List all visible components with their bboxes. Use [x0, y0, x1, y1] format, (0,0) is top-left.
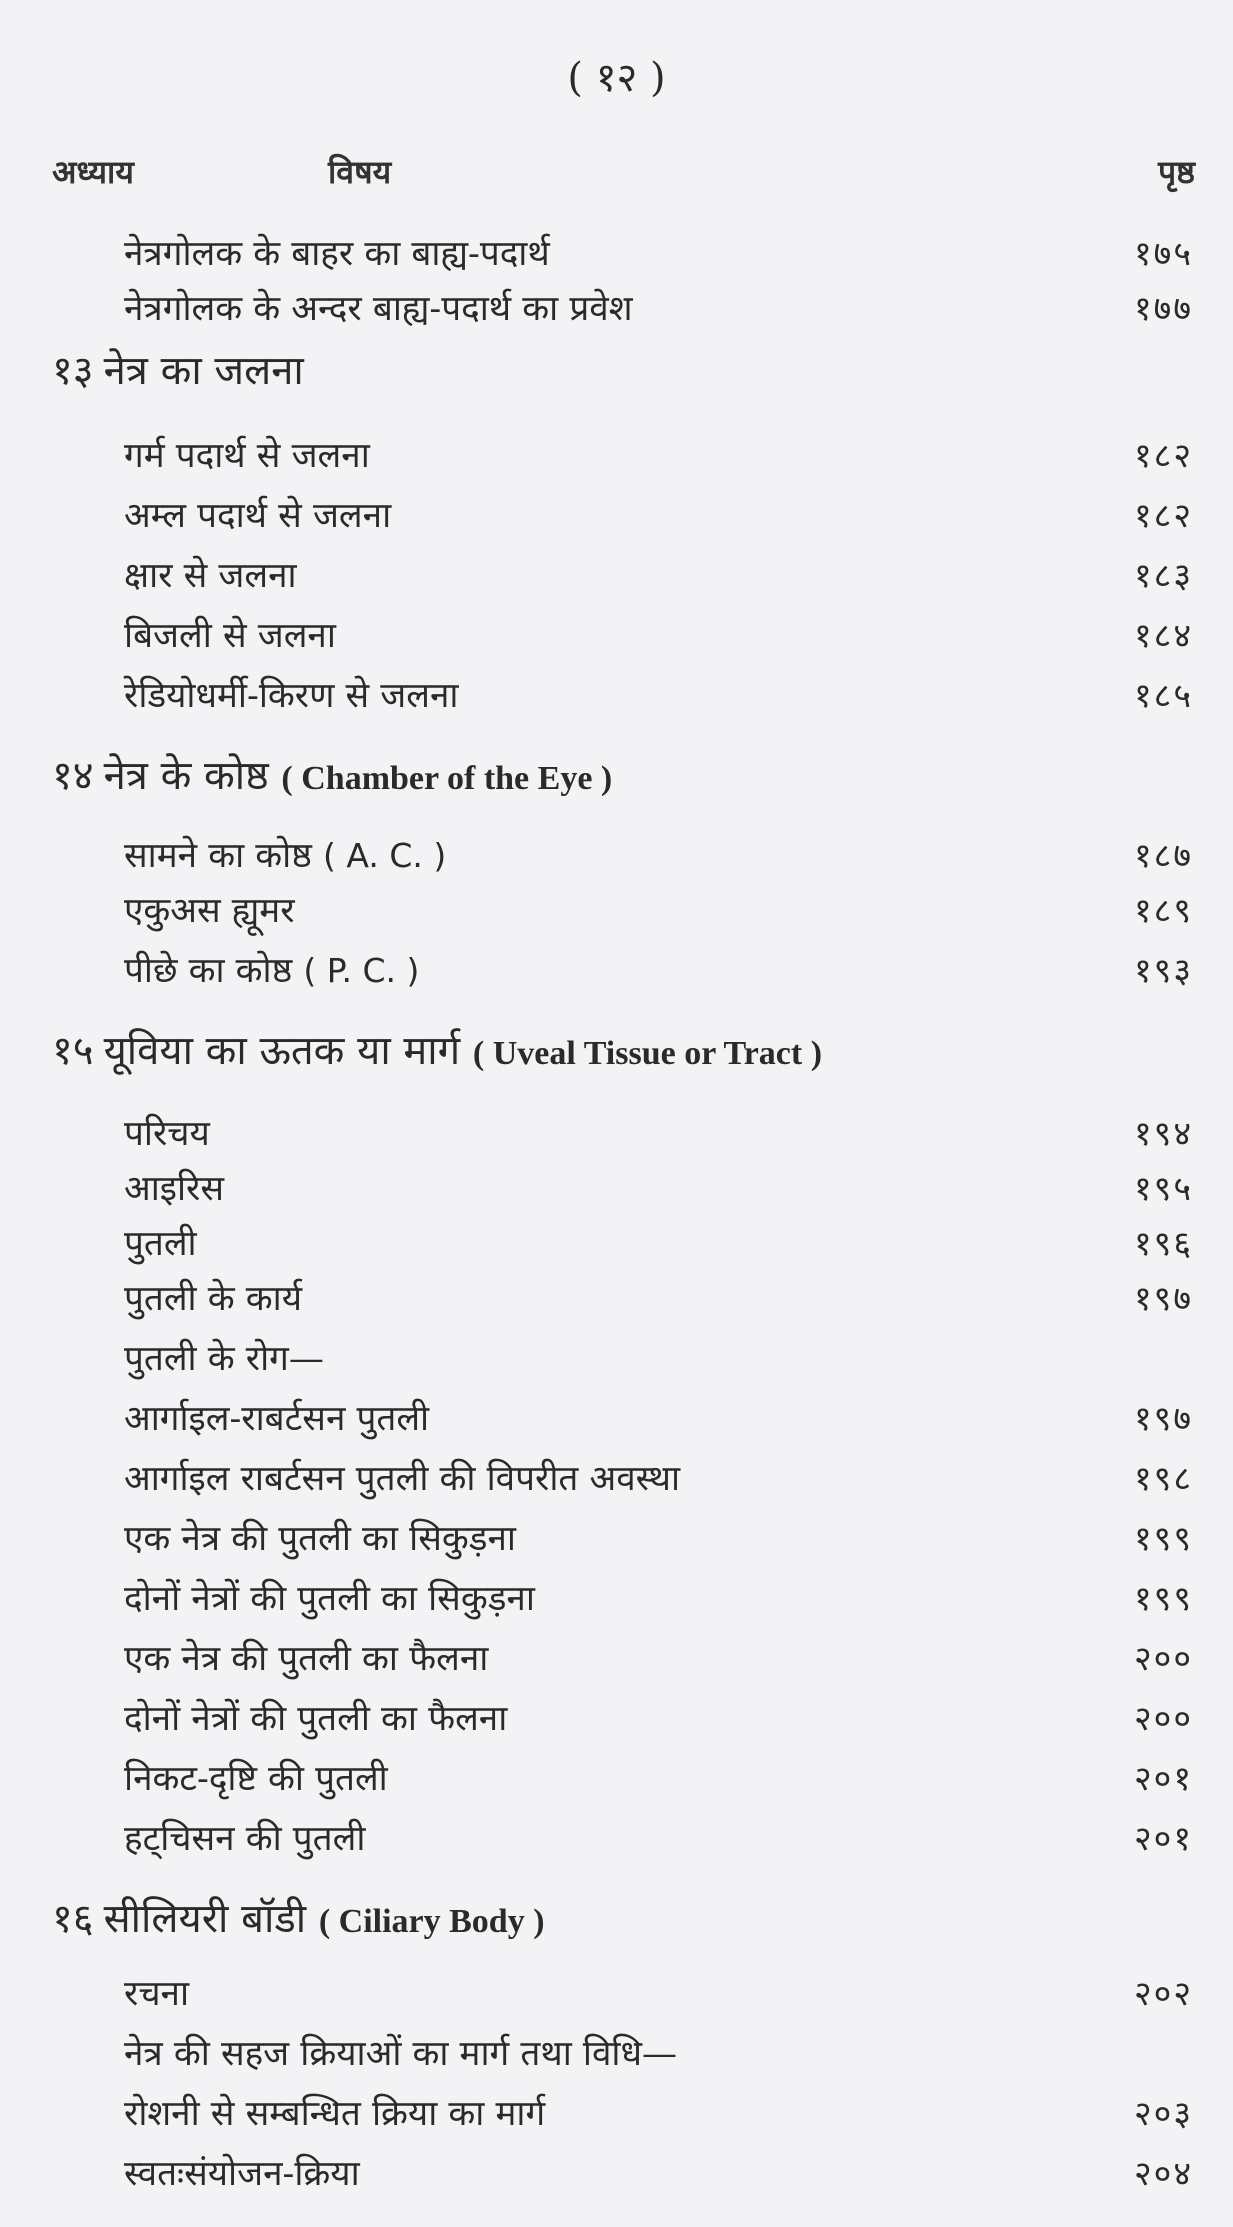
- entry-text: दोनों नेत्रों की पुतली का सिकुड़ना: [124, 1579, 535, 1619]
- toc-entry: [124, 430, 370, 482]
- entry-text: पीछे का कोष्ठ: [124, 951, 293, 991]
- page-ref: २०२: [1133, 1974, 1193, 2014]
- toc-row: [0, 228, 1233, 280]
- page-ref: १८७: [1133, 836, 1193, 876]
- entry-text: बिजली से जलना: [124, 616, 336, 656]
- page-ref: १९८: [1133, 1459, 1193, 1499]
- page-ref: २००: [1133, 1699, 1193, 1739]
- toc-row: [0, 1108, 1233, 1160]
- page-ref: १८२: [1133, 436, 1193, 476]
- toc-entry: [124, 1333, 324, 1385]
- english-term: ( Chamber of the Eye ): [281, 760, 613, 797]
- entry-text: पुतली: [124, 1224, 197, 1264]
- entry-text: एक नेत्र की पुतली का फैलना: [124, 1639, 489, 1679]
- toc-entry: [124, 945, 419, 997]
- entry-text: गर्म पदार्थ से जलना: [124, 436, 370, 476]
- page-number: ( १२ ): [567, 55, 666, 101]
- entry-text: दोनों नेत्रों की पुतली का फैलना: [124, 1699, 508, 1739]
- entry-text: नेत्रगोलक के अन्दर बाह्य-पदार्थ का प्रवेश: [124, 289, 633, 329]
- page-ref: १७५: [1133, 234, 1193, 274]
- toc-entry: [124, 1573, 535, 1625]
- toc-entry: [124, 1108, 210, 1160]
- toc-row: [0, 1813, 1233, 1865]
- entry-text: एक नेत्र की पुतली का सिकुड़ना: [124, 1519, 516, 1559]
- toc-entry: [124, 1218, 197, 1270]
- header-chapter: अध्याय: [52, 153, 134, 191]
- page-ref: १९७: [1133, 1279, 1193, 1319]
- page-ref: १८२: [1133, 496, 1193, 536]
- toc-entry: [124, 2028, 677, 2080]
- chapter-number: १६: [52, 1896, 94, 1942]
- entry-text: रेडियोधर्मी-किरण से जलना: [124, 676, 459, 716]
- toc-row: [0, 2028, 1233, 2080]
- toc-row: [0, 610, 1233, 662]
- toc-entry: [124, 1393, 429, 1445]
- toc-entry: [124, 1633, 488, 1685]
- toc-entry: [124, 830, 446, 882]
- toc-row: [0, 1693, 1233, 1745]
- toc-entry: [124, 1968, 189, 2020]
- page-ref: २०३: [1133, 2094, 1193, 2134]
- page-ref: १९६: [1133, 1224, 1193, 1264]
- entry-text: पुतली के रोग—: [124, 1339, 324, 1379]
- page-ref: १९७: [1133, 1399, 1193, 1439]
- chapter-number: १३: [52, 348, 94, 394]
- english-term: ( A. C. ): [322, 836, 447, 875]
- header-subject: विषय: [328, 153, 392, 191]
- entry-text: नेत्र के कोष्ठ: [103, 753, 269, 799]
- toc-row: [0, 1573, 1233, 1625]
- toc-entry: [124, 2088, 545, 2140]
- entry-text: पुतली के कार्य: [124, 1279, 303, 1319]
- toc-row: [0, 885, 1233, 937]
- entry-text: नेत्र का जलना: [103, 348, 304, 394]
- toc-entry: [124, 1693, 507, 1745]
- entry-text: हट्चिसन की पुतली: [124, 1819, 366, 1859]
- toc-row: [0, 1453, 1233, 1505]
- entry-text: रचना: [124, 1974, 190, 2014]
- entry-text: सामने का कोष्ठ: [124, 836, 312, 876]
- page-ref: १८५: [1133, 676, 1193, 716]
- entry-text: परिचय: [124, 1114, 210, 1154]
- page-ref: २००: [1133, 1639, 1193, 1679]
- toc-entry: [124, 490, 391, 542]
- entry-text: नेत्र की सहज क्रियाओं का मार्ग तथा विधि—: [124, 2034, 678, 2074]
- toc-entry: [124, 1163, 224, 1215]
- page-ref: १७७: [1133, 289, 1193, 329]
- toc-row: [0, 1968, 1233, 2020]
- chapter-number: १४: [52, 753, 94, 799]
- header-page: पृष्ठ: [1157, 153, 1195, 191]
- toc-row: [0, 1163, 1233, 1215]
- toc-row: [0, 1218, 1233, 1270]
- page-ref: २०४: [1133, 2154, 1193, 2194]
- toc-row: [0, 490, 1233, 542]
- toc-entry: [124, 1813, 365, 1865]
- toc-entry: [124, 2148, 360, 2200]
- toc-entry: [124, 885, 295, 937]
- chapter-row: [0, 1893, 1233, 1945]
- entry-text: आर्गाइल राबर्टसन पुतली की विपरीत अवस्था: [124, 1459, 681, 1499]
- toc-row: [0, 945, 1233, 997]
- entry-text: एकुअस ह्यूमर: [124, 891, 295, 931]
- page-ref: २०१: [1133, 1819, 1193, 1859]
- entry-text: आर्गाइल-राबर्टसन पुतली: [124, 1399, 430, 1439]
- english-term: ( Uveal Tissue or Tract ): [472, 1035, 823, 1072]
- toc-entry: [124, 1453, 680, 1505]
- toc-row: [0, 1393, 1233, 1445]
- toc-row: [0, 1513, 1233, 1565]
- chapter-number: १५: [52, 1028, 94, 1074]
- page-ref: १९५: [1133, 1169, 1193, 1209]
- toc-row: [0, 283, 1233, 335]
- toc-row: [0, 2088, 1233, 2140]
- entry-text: यूविया का ऊतक या मार्ग: [103, 1028, 461, 1074]
- page-ref: १८३: [1133, 556, 1193, 596]
- entry-text: रोशनी से सम्बन्धित क्रिया का मार्ग: [124, 2094, 546, 2134]
- entry-text: स्वतःसंयोजन-क्रिया: [124, 2154, 360, 2194]
- entry-text: सीलियरी बॉडी: [103, 1896, 307, 1942]
- chapter-title: [52, 1893, 545, 1948]
- page-ref: १९३: [1133, 951, 1193, 991]
- page-ref: १९९: [1133, 1579, 1193, 1619]
- toc-row: [0, 550, 1233, 602]
- chapter-title: [52, 750, 612, 805]
- toc-row: [0, 1753, 1233, 1805]
- toc-row: [0, 2148, 1233, 2200]
- page-ref: २०१: [1133, 1759, 1193, 1799]
- page-ref: १९४: [1133, 1114, 1193, 1154]
- toc-entry: [124, 550, 297, 602]
- toc-entry: [124, 283, 633, 335]
- entry-text: अम्ल पदार्थ से जलना: [124, 496, 392, 536]
- entry-text: नेत्रगोलक के बाहर का बाह्य-पदार्थ: [124, 234, 550, 274]
- toc-entry: [124, 1513, 516, 1565]
- toc-row: [0, 1633, 1233, 1685]
- chapter-title: [52, 1025, 822, 1080]
- entry-text: निकट-दृष्टि की पुतली: [124, 1759, 388, 1799]
- chapter-row: [0, 1025, 1233, 1077]
- toc-entry: [124, 228, 550, 280]
- toc-row: [0, 670, 1233, 722]
- english-term: ( Ciliary Body ): [318, 1903, 545, 1940]
- toc-entry: [124, 1273, 302, 1325]
- toc-row: [0, 830, 1233, 882]
- toc-entry: [124, 610, 336, 662]
- chapter-title: [52, 345, 304, 397]
- entry-text: आइरिस: [124, 1169, 224, 1209]
- chapter-row: [0, 750, 1233, 802]
- page-ref: १८४: [1133, 616, 1193, 656]
- toc-row: [0, 1333, 1233, 1385]
- english-term: ( P. C. ): [303, 951, 420, 990]
- page-ref: १९९: [1133, 1519, 1193, 1559]
- entry-text: क्षार से जलना: [124, 556, 297, 596]
- chapter-row: [0, 345, 1233, 397]
- page-ref: १८९: [1133, 891, 1193, 931]
- toc-row: [0, 1273, 1233, 1325]
- toc-entry: [124, 670, 458, 722]
- toc-entry: [124, 1753, 388, 1805]
- toc-row: [0, 430, 1233, 482]
